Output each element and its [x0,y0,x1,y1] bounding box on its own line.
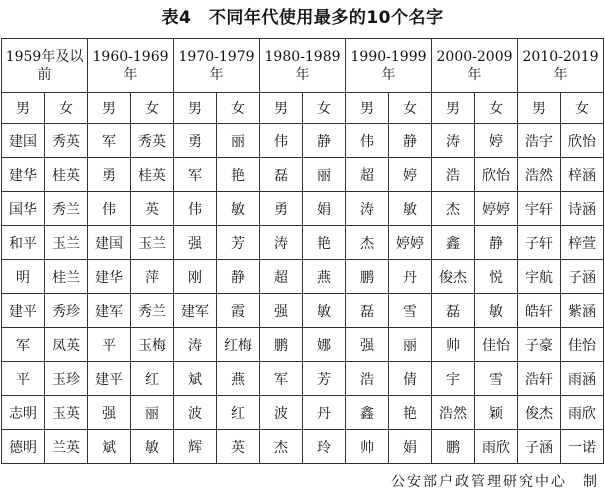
female-name-cell: 娟 [389,430,432,464]
table-row [2,158,604,192]
male-header: 男 [174,93,217,124]
female-name-cell: 雪 [389,294,432,328]
male-name-cell: 伟 [260,124,303,158]
female-name-cell: 丹 [389,260,432,294]
male-name-cell: 浩 [432,158,475,192]
decade-line2: 年 [381,66,396,83]
male-name-cell: 建华 [88,260,131,294]
male-name-cell: 宇 [432,362,475,396]
male-name-cell: 涛 [346,192,389,226]
female-name-cell: 玉英 [45,396,88,430]
source-credit: 公安部户政管理研究中心 制 [391,474,599,490]
male-name-cell: 勇 [174,124,217,158]
male-name-cell: 浩然 [518,158,561,192]
female-name-cell: 婷 [475,124,518,158]
decade-line2: 年 [209,66,224,83]
male-name-cell: 波 [260,396,303,430]
female-name-cell: 静 [303,124,346,158]
female-name-cell: 艳 [303,226,346,260]
female-name-cell: 倩 [389,362,432,396]
male-name-cell: 俊杰 [518,396,561,430]
table-row [2,192,604,226]
female-name-cell: 悦 [475,260,518,294]
female-name-cell: 诗涵 [561,192,604,226]
male-name-cell: 伟 [174,192,217,226]
male-name-cell: 鑫 [432,226,475,260]
decade-header [2,39,88,93]
male-header: 男 [432,93,475,124]
female-name-cell: 丹 [303,396,346,430]
male-name-cell: 和平 [2,226,45,260]
female-name-cell: 燕 [303,260,346,294]
female-name-cell: 桂英 [45,158,88,192]
female-name-cell: 玉兰 [45,226,88,260]
female-name-cell: 红 [217,396,260,430]
decade-header [88,39,174,93]
table-row [2,328,604,362]
female-name-cell: 玉兰 [131,226,174,260]
female-name-cell: 雪 [475,362,518,396]
table-row [2,226,604,260]
female-name-cell: 敏 [217,192,260,226]
male-name-cell: 波 [174,396,217,430]
male-name-cell: 军 [174,158,217,192]
male-name-cell: 军 [2,328,45,362]
male-name-cell: 帅 [346,430,389,464]
male-name-cell: 磊 [260,158,303,192]
male-header: 男 [346,93,389,124]
decade-header [432,39,518,93]
table-row [2,294,604,328]
male-name-cell: 鹏 [346,260,389,294]
names-body [2,124,604,464]
female-name-cell: 凤英 [45,328,88,362]
female-name-cell: 英 [131,192,174,226]
decade-header [518,39,604,93]
female-name-cell: 梓涵 [561,158,604,192]
male-name-cell: 杰 [260,430,303,464]
male-name-cell: 帅 [432,328,475,362]
male-name-cell: 斌 [174,362,217,396]
table-row [2,124,604,158]
male-name-cell: 明 [2,260,45,294]
male-name-cell: 鑫 [346,396,389,430]
decade-header [260,39,346,93]
male-name-cell: 建平 [2,294,45,328]
female-header: 女 [45,93,88,124]
male-name-cell: 建国 [2,124,45,158]
male-name-cell: 浩 [346,362,389,396]
female-name-cell: 紫涵 [561,294,604,328]
female-name-cell: 子涵 [561,260,604,294]
male-name-cell: 磊 [346,294,389,328]
table-row [2,430,604,464]
female-name-cell: 欣怡 [475,158,518,192]
male-name-cell: 建平 [88,362,131,396]
decade-line1: 2010-2019 [522,48,599,65]
male-name-cell: 子涵 [518,430,561,464]
female-name-cell: 佳怡 [561,328,604,362]
female-name-cell: 丽 [389,328,432,362]
male-name-cell: 军 [88,124,131,158]
male-name-cell: 建军 [88,294,131,328]
female-name-cell: 梓萱 [561,226,604,260]
female-name-cell: 娟 [303,192,346,226]
female-name-cell: 燕 [217,362,260,396]
male-name-cell: 鹏 [260,328,303,362]
female-name-cell: 雨涵 [561,362,604,396]
female-name-cell: 芳 [217,226,260,260]
decade-header [346,39,432,93]
female-header: 女 [217,93,260,124]
decade-line2: 前 [37,66,52,83]
male-name-cell: 国华 [2,192,45,226]
names-table [1,38,604,464]
female-name-cell: 玉珍 [45,362,88,396]
female-name-cell: 丽 [217,124,260,158]
female-name-cell: 桂英 [131,158,174,192]
decade-line1: 1970-1979 [178,48,255,65]
male-name-cell: 平 [88,328,131,362]
female-header: 女 [475,93,518,124]
male-name-cell: 勇 [88,158,131,192]
male-name-cell: 俊杰 [432,260,475,294]
decade-line2: 年 [123,66,138,83]
female-header: 女 [303,93,346,124]
male-name-cell: 杰 [432,192,475,226]
decade-header [174,39,260,93]
female-name-cell: 静 [389,124,432,158]
female-name-cell: 红 [131,362,174,396]
decade-header-row [2,39,604,93]
female-name-cell: 婷婷 [389,226,432,260]
female-name-cell: 雨欣 [561,396,604,430]
male-name-cell: 建华 [2,158,45,192]
male-name-cell: 军 [260,362,303,396]
decade-line1: 1959年及以 [5,48,84,65]
female-name-cell: 敏 [475,294,518,328]
male-name-cell: 超 [346,158,389,192]
male-name-cell: 强 [260,294,303,328]
female-name-cell: 静 [475,226,518,260]
male-header: 男 [2,93,45,124]
male-name-cell: 伟 [88,192,131,226]
male-header: 男 [518,93,561,124]
male-name-cell: 强 [88,396,131,430]
male-name-cell: 强 [174,226,217,260]
male-name-cell: 志明 [2,396,45,430]
male-name-cell: 皓轩 [518,294,561,328]
male-header: 男 [260,93,303,124]
male-name-cell: 浩然 [432,396,475,430]
female-name-cell: 欣怡 [561,124,604,158]
female-name-cell: 秀兰 [131,294,174,328]
male-name-cell: 浩轩 [518,362,561,396]
male-name-cell: 涛 [432,124,475,158]
female-name-cell: 兰英 [45,430,88,464]
male-name-cell: 浩宇 [518,124,561,158]
female-name-cell: 娜 [303,328,346,362]
decade-line1: 2000-2009 [436,48,513,65]
male-name-cell: 斌 [88,430,131,464]
male-name-cell: 涛 [174,328,217,362]
female-name-cell: 颖 [475,396,518,430]
male-name-cell: 伟 [346,124,389,158]
female-name-cell: 秀英 [45,124,88,158]
male-name-cell: 鹏 [432,430,475,464]
male-name-cell: 子轩 [518,226,561,260]
sex-header-row [2,93,604,124]
table-title: 表4 不同年代使用最多的10个名字 [161,8,444,28]
male-name-cell: 德明 [2,430,45,464]
table-row [2,362,604,396]
female-name-cell: 芳 [303,362,346,396]
female-name-cell: 桂兰 [45,260,88,294]
male-name-cell: 勇 [260,192,303,226]
female-name-cell: 玉梅 [131,328,174,362]
male-name-cell: 辉 [174,430,217,464]
male-name-cell: 宇航 [518,260,561,294]
female-name-cell: 敏 [389,192,432,226]
female-name-cell: 丽 [303,158,346,192]
decade-line1: 1990-1999 [350,48,427,65]
female-name-cell: 秀英 [131,124,174,158]
male-name-cell: 超 [260,260,303,294]
female-name-cell: 敏 [303,294,346,328]
female-name-cell: 秀兰 [45,192,88,226]
female-name-cell: 静 [217,260,260,294]
decade-line1: 1980-1989 [264,48,341,65]
female-name-cell: 艳 [217,158,260,192]
female-name-cell: 萍 [131,260,174,294]
male-name-cell: 平 [2,362,45,396]
female-header: 女 [389,93,432,124]
female-header: 女 [561,93,604,124]
table-row [2,396,604,430]
male-name-cell: 涛 [260,226,303,260]
female-name-cell: 敏 [131,430,174,464]
female-name-cell: 一诺 [561,430,604,464]
male-name-cell: 建国 [88,226,131,260]
male-header: 男 [88,93,131,124]
male-name-cell: 杰 [346,226,389,260]
female-name-cell: 婷婷 [475,192,518,226]
decade-line2: 年 [553,66,568,83]
male-name-cell: 子豪 [518,328,561,362]
male-name-cell: 强 [346,328,389,362]
female-name-cell: 艳 [389,396,432,430]
decade-line2: 年 [467,66,482,83]
male-name-cell: 刚 [174,260,217,294]
decade-line1: 1960-1969 [92,48,169,65]
decade-line2: 年 [295,66,310,83]
female-name-cell: 雨欣 [475,430,518,464]
female-name-cell: 婷 [389,158,432,192]
female-name-cell: 秀珍 [45,294,88,328]
male-name-cell: 宇轩 [518,192,561,226]
female-name-cell: 佳怡 [475,328,518,362]
female-name-cell: 英 [217,430,260,464]
male-name-cell: 建军 [174,294,217,328]
table-row [2,260,604,294]
female-header: 女 [131,93,174,124]
female-name-cell: 红梅 [217,328,260,362]
female-name-cell: 丽 [131,396,174,430]
male-name-cell: 磊 [432,294,475,328]
female-name-cell: 霞 [217,294,260,328]
female-name-cell: 玲 [303,430,346,464]
